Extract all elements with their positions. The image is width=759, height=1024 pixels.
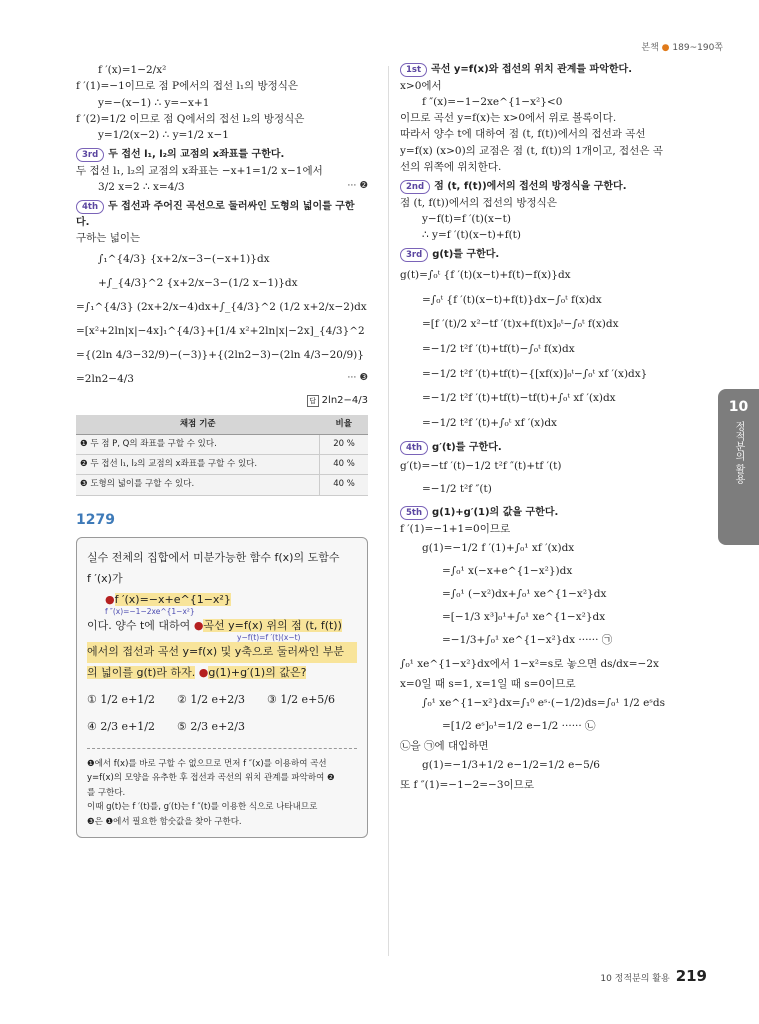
text-line: 점 (t, f(t))에서의 접선의 방정식은 [400, 196, 557, 209]
choice-3[interactable]: ③ 1/2 e+5/6 [267, 693, 335, 707]
marker-dot: ● [193, 619, 204, 633]
annotation-note: f ″(x)=−1−2xe^{1−x²} [105, 607, 195, 617]
chapter-number: 10 [728, 399, 749, 415]
choices [87, 690, 357, 738]
step-heading [400, 247, 696, 263]
eq-line: +∫_{4/3}^2 {x+2/x−3−(1/2 x−1)}dx [98, 276, 298, 289]
eq-line: =−1/2 t²f ′(t)+tf(t)−{[xf(x)]₀ᵗ−∫₀ᵗ xf ′(x)dx} [422, 367, 648, 380]
highlight-text: f ′(x)=−x+e^{1−x²} [114, 593, 231, 607]
hint-line: ❶에서 f(x)를 바로 구할 수 없으므로 먼저 f ″(x)를 이용하여 곡선 [87, 758, 327, 769]
column-divider [388, 66, 389, 956]
eq-line: y=1/2(x−2) ∴ y=1/2 x−1 [98, 129, 229, 142]
problem-number: 1279 [76, 511, 115, 528]
eq-line: ∴ y=f ′(t)(x−t)+f(t) [422, 229, 521, 242]
table-row [76, 455, 368, 475]
hint-line: 를 구한다. [87, 787, 126, 798]
choice-5[interactable]: ⑤ 2/3 e+2/3 [177, 720, 245, 734]
step-tag: 1st [400, 63, 427, 77]
ratio: 40 % [320, 475, 369, 495]
eq-line: =−1/2 t²f ′(t)+tf(t)−∫₀ᵗ f(x)dx [422, 342, 575, 355]
text-line: 두 접선 l₁, l₂의 교점의 x좌표는 −x+1=1/2 x−1에서 [76, 164, 323, 177]
step-title: 두 접선과 주어진 곡선으로 둘러싸인 도형의 넓이를 구한다. [76, 201, 355, 228]
criterion: ❷ 두 접선 l₁, l₂의 교점의 x좌표를 구할 수 있다. [76, 455, 320, 475]
hint-line: 이때 g(t)는 f ′(t)를, g′(t)는 f ″(t)를 이용한 식으로 나타내므로 [87, 802, 318, 813]
highlight-text: g(1)+g′(1)의 값은? [208, 666, 307, 680]
eq-line: =−1/2 t²f ″(t) [422, 483, 492, 496]
eq-line [76, 367, 368, 391]
left-column [76, 62, 368, 838]
step-tag: 5th [400, 506, 428, 520]
eq-line: =−1/2 t²f ′(t)+∫₀ᵗ xf ′(x)dx [422, 416, 557, 429]
page-number: 219 [675, 967, 707, 985]
eq-text: =2ln2−4/3 [76, 373, 134, 386]
text-line: x=0일 때 s=1, x=1일 때 s=0이므로 [400, 677, 576, 690]
problem-line: 실수 전체의 집합에서 미분가능한 함수 f(x)의 도함수 [87, 551, 340, 565]
table-row [76, 475, 368, 495]
step-heading [400, 179, 696, 195]
problem-line: f ′(x)가 [87, 572, 123, 586]
step-title: g′(t)를 구한다. [432, 441, 502, 453]
step-title: 두 접선 l₁, l₂의 교점의 x좌표를 구한다. [108, 149, 285, 161]
text-line: 이므로 곡선 y=f(x)는 x>0에서 위로 볼록이다. [400, 112, 617, 125]
eq-line: ∫₀¹ xe^{1−x²}dx=∫₁⁰ eˢ·(−1/2)ds=∫₀¹ 1/2 eˢds [422, 696, 666, 709]
footer-label: 10 정적분의 활용 [600, 974, 670, 984]
cite-mark: ··· ❷ [347, 180, 368, 192]
eq-line: y=−(x−1) ∴ y=−x+1 [98, 96, 210, 109]
choice-4[interactable]: ④ 2/3 e+1/2 [87, 720, 155, 734]
step-tag: 4th [400, 441, 428, 455]
highlight-text: 곡선 y=f(x) 위의 점 (t, f(t)) [203, 619, 342, 633]
text-line: f ′(1)=−1이므로 점 P에서의 접선 l₁의 방정식은 [76, 80, 299, 93]
page-range: 189~190쪽 [672, 43, 723, 53]
table-header: 채점 기준 [76, 415, 320, 435]
problem-line [87, 590, 357, 616]
table-header: 비율 [320, 415, 369, 435]
problem-line [87, 663, 357, 684]
page-footer [600, 966, 707, 985]
text-line: f ′(1)=−1+1=0이므로 [400, 522, 511, 535]
step-tag: 4th [76, 200, 104, 214]
chapter-title: 정적분의 활용 [733, 421, 744, 485]
step-title: g(t)를 구한다. [432, 249, 500, 261]
chapter-tab[interactable] [718, 389, 759, 545]
step-title: g(1)+g′(1)의 값을 구한다. [432, 507, 559, 519]
step-tag: 3rd [76, 148, 104, 162]
eq-line: =∫₁^{4/3} (2x+2/x−4)dx+∫_{4/3}^2 (1/2 x+2/x−2)dx [76, 300, 367, 313]
eq-line: ={(2ln 4/3−32/9)−(−3)}+{(2ln2−3)−(2ln 4/3−20/9)} [76, 349, 364, 362]
ratio: 20 % [320, 435, 369, 455]
text-line: ㉡을 ㉠에 대입하면 [400, 740, 489, 753]
answer-mark: 답 [307, 395, 319, 407]
marker-dot: ● [105, 593, 115, 607]
text-line: 구하는 넓이는 [76, 232, 141, 245]
step-heading [400, 505, 696, 521]
step-title: 곡선 y=f(x)와 접선의 위치 관계를 파악한다. [431, 64, 632, 75]
eq-line: =−1/2 t²f ′(t)+tf(t)−tf(t)+∫₀ᵗ xf ′(x)dx [422, 392, 616, 405]
eq-line: =−1/3+∫₀¹ xe^{1−x²}dx ······ ㉠ [442, 634, 613, 647]
problem-box [76, 537, 368, 838]
criterion: ❸ 도형의 넓이를 구할 수 있다. [76, 475, 320, 495]
eq-line: =∫₀ᵗ {f ′(t)(x−t)+f(t)}dx−∫₀ᵗ f(x)dx [422, 293, 602, 306]
eq-line: =[1/2 eˢ]₀¹=1/2 e−1/2 ······ ㉡ [442, 719, 596, 732]
eq-line: =[−1/3 x³]₀¹+∫₀¹ xe^{1−x²}dx [442, 611, 606, 624]
step-heading [400, 440, 696, 456]
answer-value: 2ln2−4/3 [321, 395, 368, 407]
plain-text: 이다. 양수 t에 대하여 [87, 619, 194, 633]
text-line: 선의 위쪽에 위치한다. [400, 160, 502, 173]
eq-line: g(1)=−1/3+1/2 e−1/2=1/2 e−5/6 [422, 759, 600, 772]
eq-line: g(t)=∫₀ᵗ {f ′(t)(x−t)+f(t)−f(x)}dx [400, 268, 571, 281]
hint-box [87, 748, 357, 829]
eq-text: 3/2 x=2 ∴ x=4/3 [98, 181, 185, 194]
eq-line: y−f(t)=f ′(t)(x−t) [422, 212, 511, 225]
text-line: 따라서 양수 t에 대하여 점 (t, f(t))에서의 접선과 곡선 [400, 128, 646, 141]
eq-line: =∫₀¹ (−x²)dx+∫₀¹ xe^{1−x²}dx [442, 588, 607, 601]
eq-line: f ′(x)=1−2/x² [98, 64, 167, 76]
text-line: y=f(x) (x>0)의 교점은 점 (t, f(t))의 1개이고, 접선은 곡 [400, 144, 663, 157]
problem-line: 에서의 접선과 곡선 y=f(x) 및 y축으로 둘러싸인 부분 [87, 642, 357, 663]
scoring-table [76, 415, 368, 496]
annotation-note: y−f(t)=f ′(t)(x−t) [237, 633, 301, 643]
eq-line: =∫₀¹ x(−x+e^{1−x²})dx [442, 565, 573, 578]
step-heading [76, 199, 368, 230]
eq-line: g′(t)=−tf ′(t)−1/2 t²f ″(t)+tf ′(t) [400, 460, 562, 473]
eq-line [76, 179, 368, 195]
eq-line: f ″(x)=−1−2xe^{1−x²}<0 [422, 95, 563, 108]
highlight-text: 의 넓이를 g(t)라 하자. [87, 666, 196, 680]
step-title: 점 (t, f(t))에서의 접선의 방정식을 구한다. [434, 181, 627, 193]
step-heading [76, 147, 368, 163]
eq-line: ∫₀¹ xe^{1−x²}dx에서 1−x²=s로 놓으면 ds/dx=−2x [400, 657, 659, 670]
eq-line: =[x²+2ln|x|−4x]₁^{4/3}+[1/4 x²+2ln|x|−2x]_{4/3}^2 [76, 325, 365, 338]
text-line: f ′(2)=1/2 이므로 점 Q에서의 접선 l₂의 방정식은 [76, 112, 305, 125]
eq-line: ∫₁^{4/3} {x+2/x−3−(−x+1)}dx [98, 252, 270, 265]
step-tag: 3rd [400, 248, 428, 262]
page-header: 본책 ● 189~190쪽 [641, 43, 723, 53]
criterion: ❶ 두 점 P, Q의 좌표를 구할 수 있다. [76, 435, 320, 455]
text-line: 또 f ″(1)=−1−2=−3이므로 [400, 779, 534, 792]
text-line: x>0에서 [400, 79, 442, 92]
answer [76, 393, 368, 409]
book-label: 본책 [641, 43, 659, 53]
choice-2[interactable]: ② 1/2 e+2/3 [177, 693, 245, 707]
right-column [400, 62, 696, 794]
cite-mark: ··· ❸ [347, 372, 368, 384]
problem-line [87, 616, 357, 642]
hint-line: ❸은 ❶에서 필요한 함숫값을 찾아 구한다. [87, 816, 242, 827]
ratio: 40 % [320, 455, 369, 475]
step-heading [400, 62, 696, 78]
choice-1[interactable]: ① 1/2 e+1/2 [87, 693, 155, 707]
step-tag: 2nd [400, 180, 430, 194]
marker-dot: ● [198, 666, 209, 680]
eq-line: g(1)=−1/2 f ′(1)+∫₀¹ xf ′(x)dx [422, 542, 575, 555]
eq-line: =[f ′(t)/2 x²−tf ′(t)x+f(t)x]₀ᵗ−∫₀ᵗ f(x)dx [422, 318, 619, 331]
table-row [76, 435, 368, 455]
hint-line: y=f(x)의 모양을 유추한 후 접선과 곡선의 위치 관계를 파악하여 ❷ [87, 773, 335, 784]
